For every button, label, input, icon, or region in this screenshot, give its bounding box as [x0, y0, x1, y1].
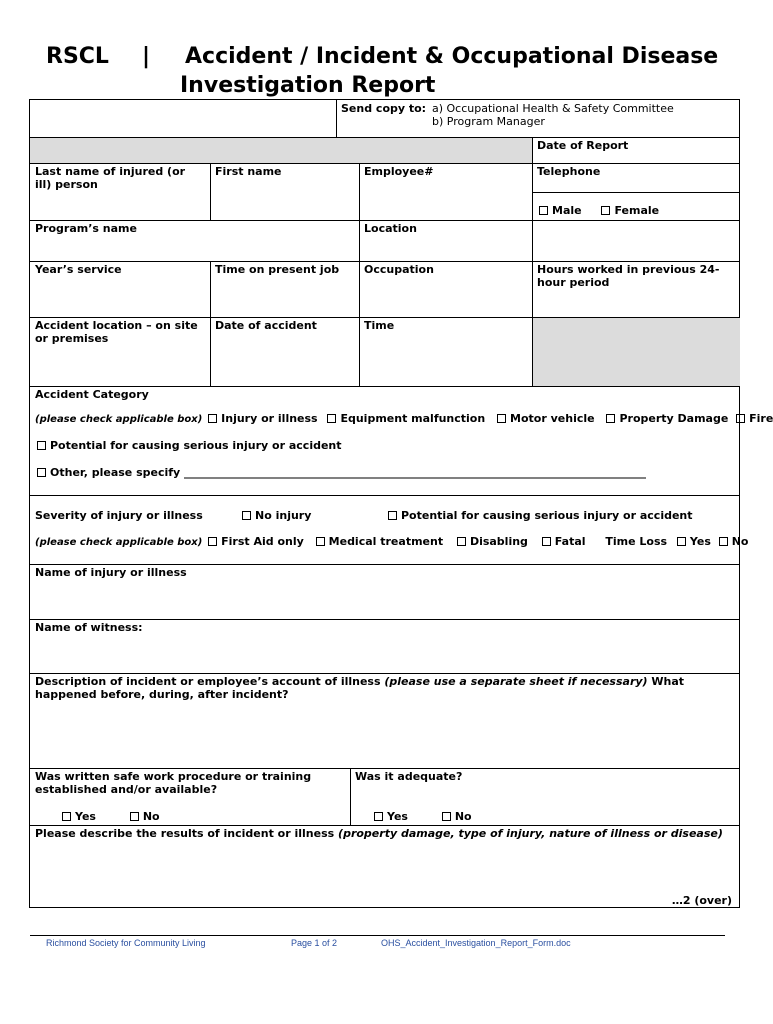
adequate-question: Was it adequate?: [355, 770, 463, 783]
footer-divider: [30, 935, 725, 936]
first-name-label: First name: [215, 165, 282, 178]
years-service-label: Year’s service: [35, 263, 122, 276]
time-loss-label: Time Loss: [605, 535, 668, 548]
program-name-label: Program’s name: [35, 222, 137, 235]
procedure-no-checkbox[interactable]: [130, 812, 139, 821]
no-injury-label: No injury: [255, 509, 312, 522]
category-other-row: [35, 466, 646, 479]
date-of-accident-label: Date of accident: [215, 319, 317, 332]
description-italic: (please use a separate sheet if necessary): [384, 675, 648, 688]
fatal-label: Fatal: [554, 535, 586, 548]
send-copy-block: [336, 100, 740, 128]
description-tail: What happened before, during, after incident?: [35, 675, 685, 701]
send-copy-a: a) Occupational Health & Safety Committee: [432, 102, 674, 115]
no-injury-option: [240, 509, 311, 522]
severity-label: Severity of injury or illness: [35, 509, 203, 522]
date-of-report-label: Date of Report: [537, 139, 629, 152]
medical-checkbox[interactable]: [316, 537, 325, 546]
description-text: Description of incident or employee’s account of illness: [35, 675, 381, 688]
title-separator: |: [142, 44, 151, 69]
time-loss-no-label: No: [731, 535, 749, 548]
results-italic: (property damage, type of injury, nature of illness or disease): [338, 827, 723, 840]
procedure-no-label: No: [142, 810, 160, 823]
adequate-yes-label: Yes: [387, 810, 408, 823]
procedure-yes-checkbox[interactable]: [62, 812, 71, 821]
continued-over: …2 (over): [671, 894, 732, 907]
adequate-yes-checkbox[interactable]: [374, 812, 383, 821]
procedure-question: Was written safe work procedure or training established and/or available?: [35, 770, 312, 796]
location-label: Location: [364, 222, 417, 235]
send-copy-label: Send copy to:: [341, 102, 427, 115]
time-loss-yes-label: Yes: [689, 535, 711, 548]
footer-org: Richmond Society for Community Living: [46, 938, 206, 948]
motor-vehicle-label: Motor vehicle: [510, 412, 595, 425]
fatal-checkbox[interactable]: [542, 537, 551, 546]
adequate-options: [372, 810, 472, 823]
severity-potential-label: Potential for causing serious injury or accident: [401, 509, 693, 522]
results-label: [35, 827, 723, 840]
time-loss-yes-checkbox[interactable]: [677, 537, 686, 546]
equipment-checkbox[interactable]: [327, 414, 336, 423]
shaded-cell: [532, 318, 740, 386]
title-text-1: Accident / Incident & Occupational Disease: [185, 44, 719, 69]
other-checkbox[interactable]: [37, 468, 46, 477]
send-copy-b: b) Program Manager: [432, 115, 545, 128]
time-on-job-label: Time on present job: [215, 263, 340, 276]
shaded-header-bar: [30, 138, 532, 163]
report-form: [29, 99, 773, 908]
first-aid-checkbox[interactable]: [208, 537, 217, 546]
adequate-no-label: No: [454, 810, 472, 823]
first-aid-label: First Aid only: [221, 535, 304, 548]
description-label: [30, 673, 740, 703]
female-checkbox[interactable]: [601, 206, 610, 215]
male-checkbox[interactable]: [539, 206, 548, 215]
medical-label: Medical treatment: [328, 535, 444, 548]
male-label: Male: [552, 204, 582, 217]
injury-checkbox[interactable]: [208, 414, 217, 423]
injury-name-label: Name of injury or illness: [35, 566, 187, 579]
category-potential-row: [35, 439, 342, 452]
page-title-line1: [46, 44, 719, 69]
telephone-label: Telephone: [537, 165, 601, 178]
severity-potential-option: [386, 509, 693, 522]
page-title-line2: Investigation Report: [180, 73, 436, 98]
accident-location-label: Accident location – on site or premises: [35, 319, 198, 345]
category-options-row: [35, 412, 773, 426]
category-hint: (please check applicable box): [35, 414, 203, 425]
severity-options-row: [35, 535, 748, 549]
motor-vehicle-checkbox[interactable]: [497, 414, 506, 423]
severity-hint: (please check applicable box): [35, 537, 203, 548]
org-name: RSCL: [46, 44, 109, 69]
procedure-yes-label: Yes: [75, 810, 96, 823]
no-injury-checkbox[interactable]: [242, 511, 251, 520]
disabling-checkbox[interactable]: [457, 537, 466, 546]
other-label: Other, please specify ____________________________________________________________________________________: [50, 466, 647, 479]
adequate-no-checkbox[interactable]: [442, 812, 451, 821]
last-name-label: Last name of injured (or ill) person: [35, 165, 186, 191]
results-text: Please describe the results of incident or illness: [35, 827, 335, 840]
injury-label: Injury or illness: [221, 412, 318, 425]
accident-category-label: Accident Category: [35, 388, 149, 401]
time-label: Time: [364, 319, 395, 332]
potential-checkbox[interactable]: [37, 441, 46, 450]
gender-options: [537, 204, 659, 217]
hours-worked-label: Hours worked in previous 24-hour period: [537, 263, 720, 289]
time-loss-no-checkbox[interactable]: [719, 537, 728, 546]
severity-potential-checkbox[interactable]: [388, 511, 397, 520]
equipment-label: Equipment malfunction: [340, 412, 486, 425]
potential-label: Potential for causing serious injury or accident: [50, 439, 342, 452]
property-damage-checkbox[interactable]: [606, 414, 615, 423]
occupation-label: Occupation: [364, 263, 434, 276]
disabling-label: Disabling: [469, 535, 528, 548]
female-label: Female: [614, 204, 660, 217]
footer-filename: OHS_Accident_Investigation_Report_Form.doc: [381, 938, 571, 948]
property-damage-label: Property Damage: [619, 412, 729, 425]
witness-label: Name of witness:: [35, 621, 143, 634]
procedure-options: [60, 810, 160, 823]
footer-page: Page 1 of 2: [291, 938, 338, 948]
fire-label: Fire: [749, 412, 773, 425]
fire-checkbox[interactable]: [736, 414, 745, 423]
employee-number-label: Employee#: [364, 165, 434, 178]
